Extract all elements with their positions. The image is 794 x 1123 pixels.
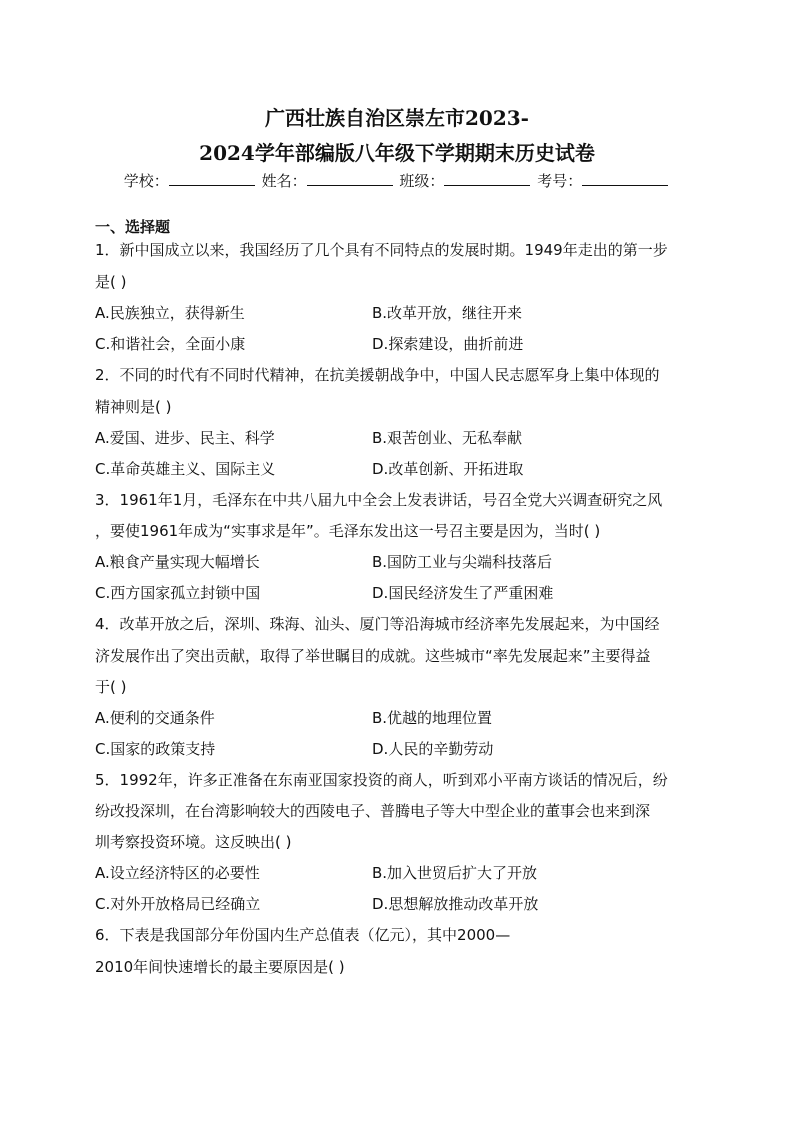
question-1-line-2: 是( ) — [95, 273, 127, 291]
question-2-line-1: 2．不同的时代有不同时代精神，在抗美援朝战争中，中国人民志愿军身上集中体现的 — [95, 366, 660, 384]
question-3-option-d: D.国民经济发生了严重困难 — [372, 584, 554, 602]
question-5-option-d: D.思想解放推动改革开放 — [372, 895, 539, 913]
question-1-option-b: B.改革开放，继往开来 — [372, 304, 523, 322]
question-5-line-3: 圳考察投资环境。这反映出( ) — [95, 833, 292, 851]
student-info-row — [0, 170, 794, 191]
question-6-line-2: 2010年间快速增长的最主要原因是( ) — [95, 958, 345, 976]
question-4-option-a: A.便利的交通条件 — [95, 709, 215, 727]
question-5-option-b: B.加入世贸后扩大了开放 — [372, 864, 538, 882]
question-2-line-2: 精神则是( ) — [95, 398, 172, 416]
question-5-line-1: 5．1992年，许多正准备在东南亚国家投资的商人，听到邓小平南方谈话的情况后，纷 — [95, 771, 668, 789]
question-5-option-a: A.设立经济特区的必要性 — [95, 864, 260, 882]
school-label: 学校： — [123, 172, 169, 190]
question-3-option-b: B.国防工业与尖端科技落后 — [372, 553, 553, 571]
question-2-option-a: A.爱国、进步、民主、科学 — [95, 429, 275, 447]
question-4-line-3: 于( ) — [95, 678, 127, 696]
question-4-line-2: 济发展作出了突出贡献，取得了举世瞩目的成就。这些城市“率先发展起来”主要得益 — [95, 647, 651, 665]
question-4-option-c: C.国家的政策支持 — [95, 740, 216, 758]
question-3-option-a: A.粮食产量实现大幅增长 — [95, 553, 260, 571]
question-4-option-d: D.人民的辛勤劳动 — [372, 740, 494, 758]
question-3-line-2: ，要使1961年成为“实事求是年”。毛泽东发出这一号召主要是因为，当时( ) — [95, 522, 601, 540]
question-2-option-d: D.改革创新、开拓进取 — [372, 460, 524, 478]
number-blank — [582, 171, 668, 186]
question-1-option-d: D.探索建设，曲折前进 — [372, 335, 524, 353]
question-3-line-1: 3．1961年1月，毛泽东在中共八届九中全会上发表讲话，号召全党大兴调查研究之风 — [95, 491, 663, 509]
name-blank — [307, 171, 393, 186]
class-blank — [444, 171, 530, 186]
school-blank — [169, 171, 255, 186]
question-4-option-b: B.优越的地理位置 — [372, 709, 493, 727]
question-2-option-b: B.艰苦创业、无私奉献 — [372, 429, 523, 447]
question-4-line-1: 4．改革开放之后，深圳、珠海、汕头、厦门等沿海城市经济率先发展起来，为中国经 — [95, 615, 660, 633]
question-5-option-c: C.对外开放格局已经确立 — [95, 895, 261, 913]
question-6-line-1: 6．下表是我国部分年份国内生产总值表（亿元），其中2000— — [95, 926, 511, 944]
question-1-line-1: 1．新中国成立以来，我国经历了几个具有不同特点的发展时期。1949年走出的第一步 — [95, 241, 668, 259]
exam-title-line1: 广西壮族自治区崇左市2023- — [265, 106, 529, 130]
question-1-option-a: A.民族独立，获得新生 — [95, 304, 245, 322]
question-2-option-c: C.革命英雄主义、国际主义 — [95, 460, 276, 478]
class-label: 班级： — [399, 172, 445, 190]
question-5-line-2: 纷改投深圳，在台湾影响较大的西陵电子、普腾电子等大中型企业的董事会也来到深 — [95, 802, 651, 820]
question-3-option-c: C.西方国家孤立封锁中国 — [95, 584, 261, 602]
section-title: 一、选择题 — [95, 218, 171, 236]
name-label: 姓名： — [261, 172, 307, 190]
exam-title-line2: 2024学年部编版八年级下学期期末历史试卷 — [199, 141, 595, 165]
question-1-option-c: C.和谐社会，全面小康 — [95, 335, 246, 353]
number-label: 考号： — [537, 172, 583, 190]
